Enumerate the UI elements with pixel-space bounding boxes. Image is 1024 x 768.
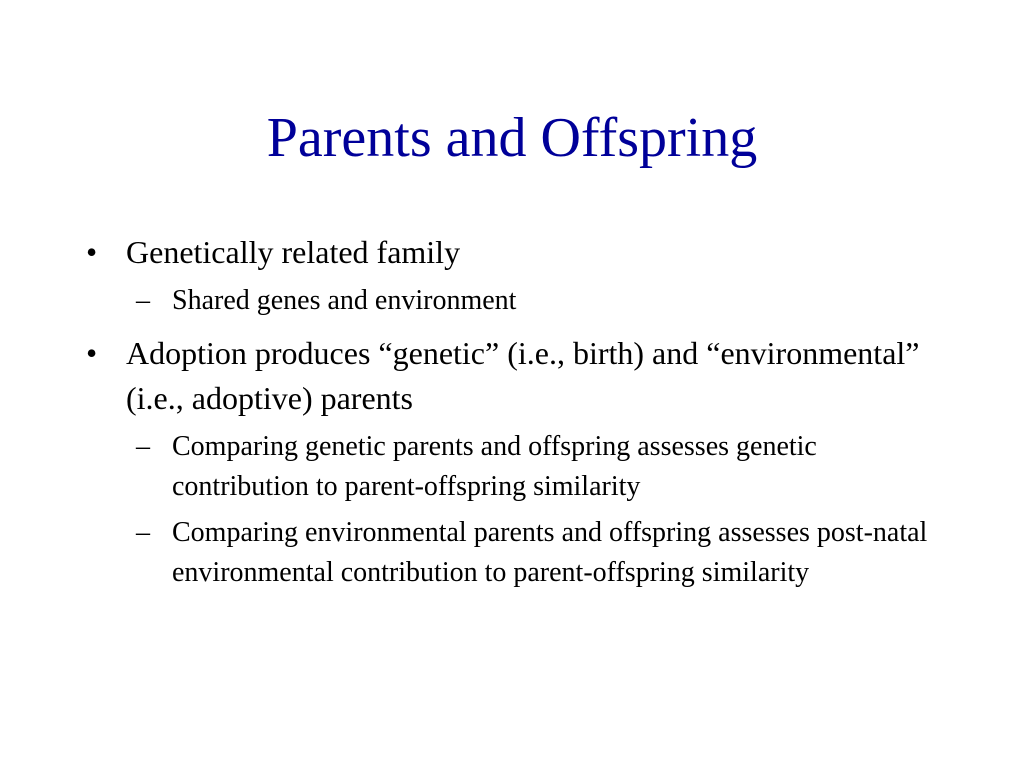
dash-icon: – <box>136 517 150 548</box>
bullet-icon: • <box>86 335 98 371</box>
sub-bullet-text: Comparing environmental parents and offspring assesses post-natal environmental contribution to parent-offspring similarity <box>172 517 928 588</box>
dash-icon: – <box>136 431 150 462</box>
bullet-item <box>80 331 960 421</box>
bullet-icon: • <box>86 234 98 270</box>
sub-bullet-item <box>126 281 960 321</box>
sub-bullet-item <box>126 513 960 593</box>
sub-bullet-text: Shared genes and environment <box>172 285 517 316</box>
dash-icon: – <box>136 285 150 316</box>
slide-title: Parents and Offspring <box>266 107 758 169</box>
slide-body <box>80 230 960 599</box>
bullet-item <box>80 230 960 275</box>
sub-bullet-text: Comparing genetic parents and offspring assesses genetic contribution to parent-offspring similarity <box>172 431 817 502</box>
sub-bullet-item <box>126 427 960 507</box>
bullet-text: Adoption produces “genetic” (i.e., birth) and “environmental” (i.e., adoptive) parents <box>126 335 920 416</box>
bullet-text: Genetically related family <box>126 234 461 270</box>
